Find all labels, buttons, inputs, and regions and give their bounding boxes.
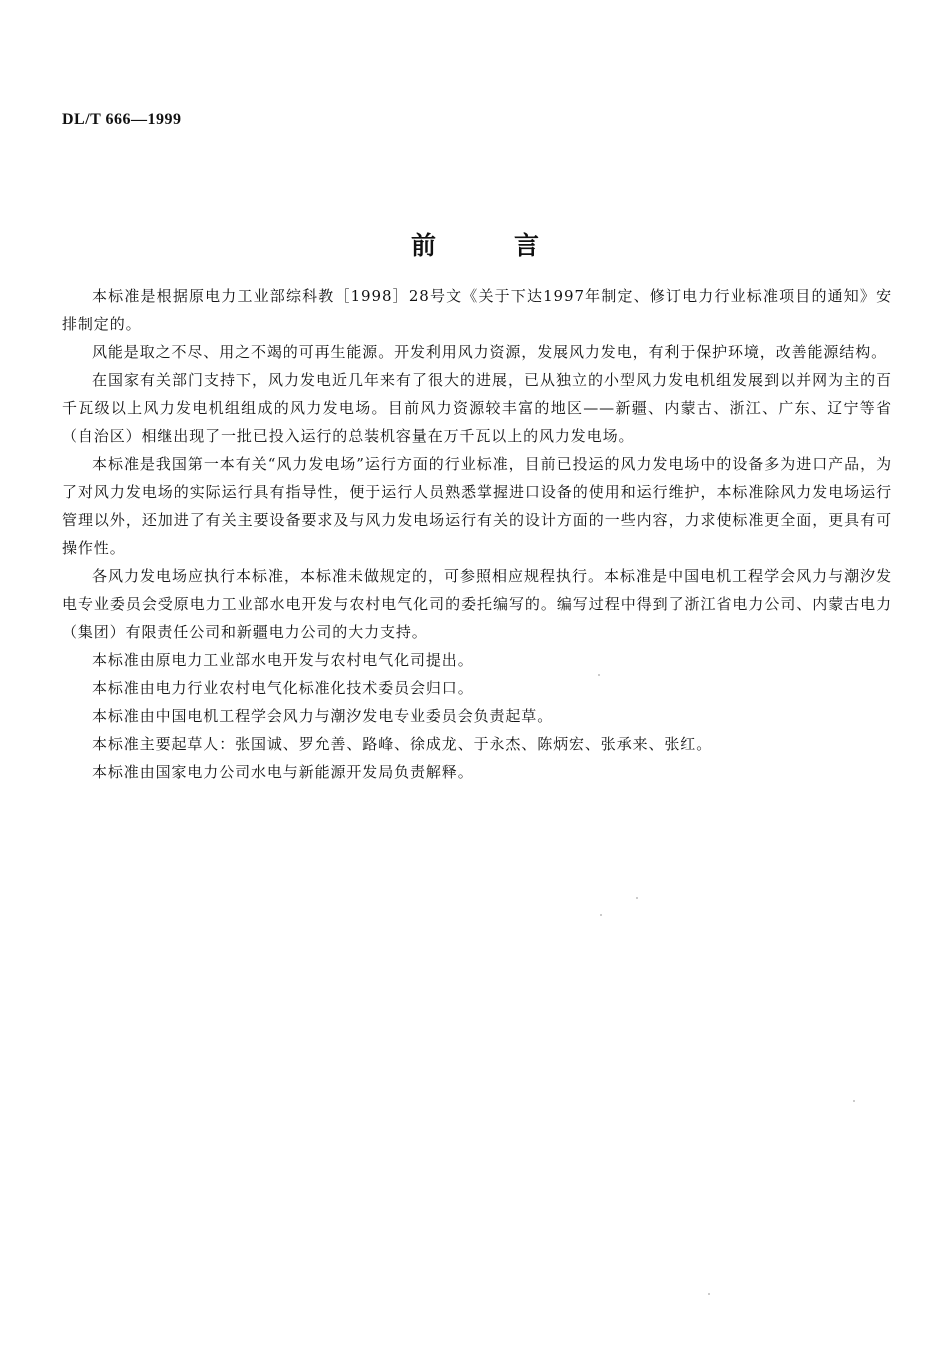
- scan-speck: [708, 1293, 710, 1295]
- scan-speck: [598, 674, 600, 676]
- paragraph-interpretation: 本标准由国家电力公司水电与新能源开发局负责解释。: [92, 763, 474, 781]
- scan-speck: [600, 914, 602, 916]
- paragraph-drafted-by: 本标准由中国电机工程学会风力与潮汐发电专业委员会负责起草。: [92, 707, 554, 725]
- paragraph-proposed-by: 本标准由原电力工业部水电开发与农村电气化司提出。: [92, 651, 474, 669]
- paragraph-centralized-by: 本标准由电力行业农村电气化标准化技术委员会归口。: [92, 679, 474, 697]
- paragraph-basis: 本标准是根据原电力工业部综科教［1998］28号文《关于下达1997年制定、修订电力行业标准项目的通知》安排制定的。: [62, 287, 892, 333]
- paragraph-development: 在国家有关部门支持下，风力发电近几年来有了很大的进展，已从独立的小型风力发电机组发展到以并网为主的百千瓦级以上风力发电机组组成的风力发电场。目前风力资源较丰富的地区——新疆、内蒙古、浙江、广东、辽宁等省（自治区）相继出现了一批已投入运行的总装机容量在万千瓦以上的风力发电场。: [62, 371, 892, 445]
- paragraph-main-drafters: 本标准主要起草人：张国诚、罗允善、路峰、徐成龙、于永杰、陈炳宏、张承来、张红。: [92, 735, 713, 753]
- foreword-body: [62, 282, 892, 786]
- paragraph-wind-energy: 风能是取之不尽、用之不竭的可再生能源。开发利用风力资源，发展风力发电，有利于保护环境，改善能源结构。: [92, 343, 888, 361]
- scan-speck: [853, 1100, 855, 1102]
- standard-code: DL/T 666—1999: [62, 111, 182, 128]
- scan-speck: [636, 897, 638, 899]
- paragraph-execution: 各风力发电场应执行本标准，本标准未做规定的，可参照相应规程执行。本标准是中国电机工程学会风力与潮汐发电专业委员会受原电力工业部水电开发与农村电气化司的委托编写的。编写过程中得到了浙江省电力公司、内蒙古电力（集团）有限责任公司和新疆电力公司的大力支持。: [62, 567, 892, 641]
- page-title: 前言: [410, 231, 617, 260]
- paragraph-first-standard: 本标准是我国第一本有关“风力发电场”运行方面的行业标准，目前已投运的风力发电场中的设备多为进口产品，为了对风力发电场的实际运行具有指导性，便于运行人员熟悉掌握进口设备的使用和运行维护，本标准除风力发电场运行管理以外，还加进了有关主要设备要求及与风力发电场运行有关的设计方面的一些内容，力求使标准更全面，更具有可操作性。: [62, 455, 892, 557]
